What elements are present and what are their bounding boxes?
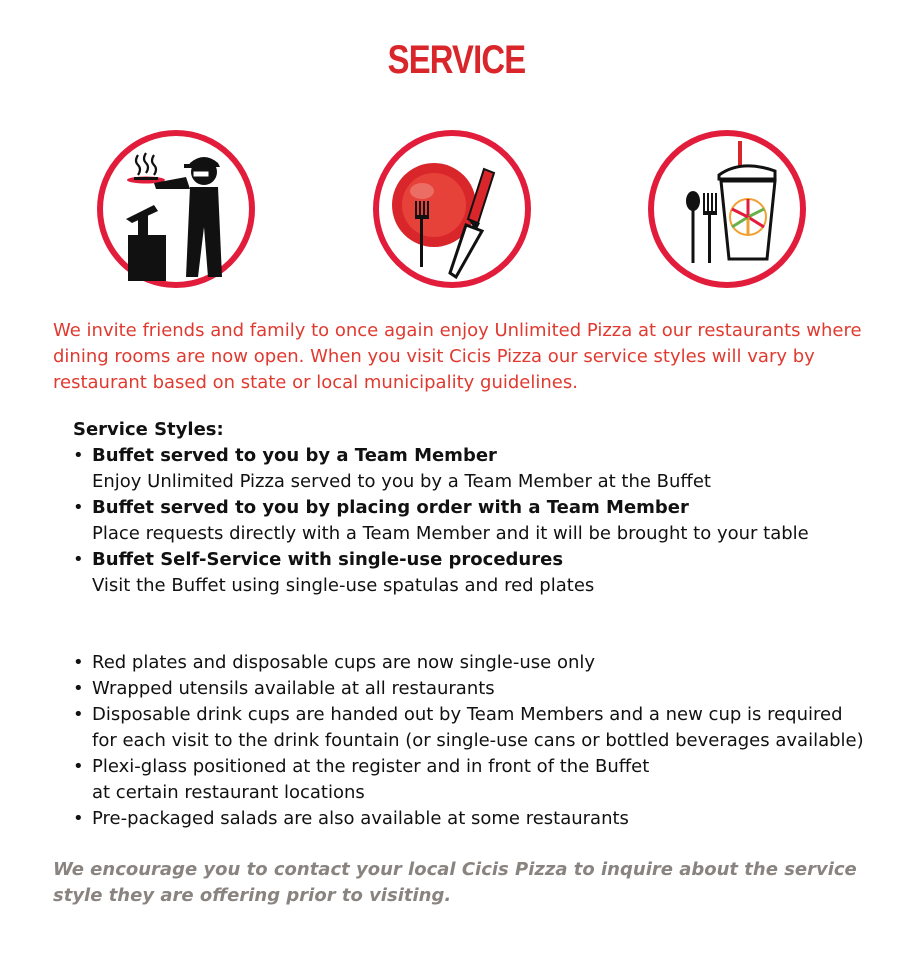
- page-title: SERVICE: [387, 38, 526, 82]
- service-style-name: • Buffet Self-Service with single-use procedures: [92, 549, 564, 570]
- list-item: [73, 806, 893, 832]
- service-styles-list: [73, 443, 873, 599]
- measure-text: • Red plates and disposable cups are now single-use only: [92, 652, 596, 673]
- plate-fork-spatula-icon: [370, 127, 534, 291]
- service-styles-heading: Service Styles:: [73, 419, 224, 440]
- intro-paragraph: We invite friends and family to once again enjoy Unlimited Pizza at our restaurants where dining rooms are now open. When you visit Cicis Pizza our service styles will vary by restaurant based on state or local municipality guidelines.: [53, 320, 862, 393]
- list-item: [73, 495, 873, 547]
- service-style-description: Place requests directly with a Team Member and it will be brought to your table: [92, 523, 809, 544]
- measure-text: • Disposable drink cups are handed out by Team Members and a new cup is required: [92, 704, 843, 725]
- service-style-name: • Buffet served to you by a Team Member: [92, 445, 497, 466]
- list-item: [73, 650, 893, 676]
- team-member-serving-icon: [94, 127, 258, 291]
- utensils-cup-icon: [645, 127, 809, 291]
- measure-text-continued: for each visit to the drink fountain (or single-use cans or bottled beverages available): [92, 730, 864, 751]
- list-item: [73, 676, 893, 702]
- measure-text: • Wrapped utensils available at all restaurants: [92, 678, 495, 699]
- measure-text-continued: at certain restaurant locations: [92, 782, 365, 803]
- measure-text: • Plexi-glass positioned at the register and in front of the Buffet: [92, 756, 650, 777]
- measures-section: [73, 650, 893, 832]
- service-style-description: Visit the Buffet using single-use spatulas and red plates: [92, 575, 595, 596]
- footer-note: We encourage you to contact your local Cicis Pizza to inquire about the service style they are offering prior to visiting.: [53, 859, 857, 906]
- list-item: [73, 702, 893, 754]
- list-item: [73, 443, 873, 495]
- list-item: [73, 547, 873, 599]
- service-styles-section: [73, 417, 873, 599]
- service-style-name: • Buffet served to you by placing order with a Team Member: [92, 497, 689, 518]
- measure-text: • Pre-packaged salads are also available at some restaurants: [92, 808, 629, 829]
- list-item: [73, 754, 893, 806]
- measures-list: [73, 650, 893, 832]
- service-style-description: Enjoy Unlimited Pizza served to you by a Team Member at the Buffet: [92, 471, 711, 492]
